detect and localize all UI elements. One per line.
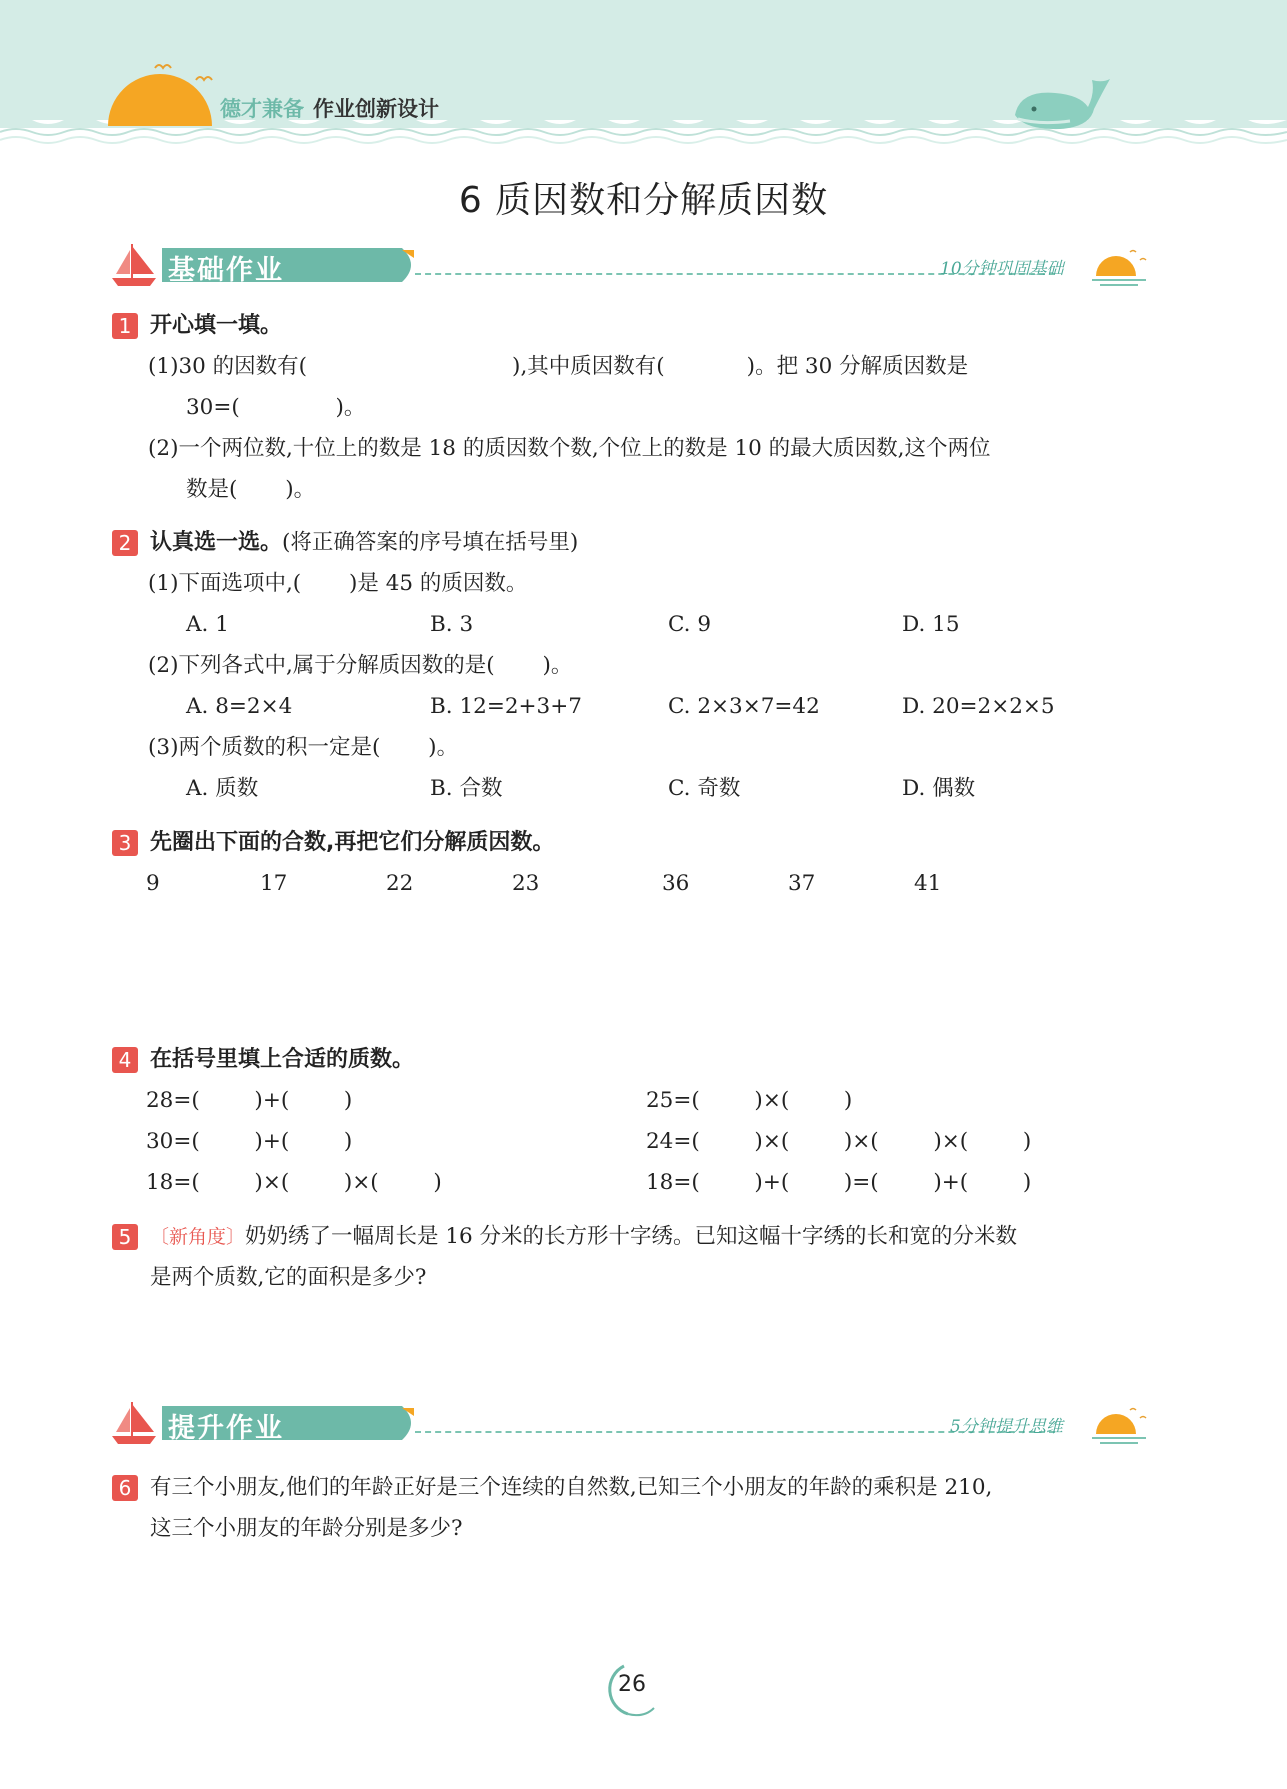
- page-number: 26: [618, 1672, 646, 1697]
- number-item: 17: [260, 871, 288, 896]
- option: D. 20=2×2×5: [902, 694, 1055, 719]
- section-banner-basic: [110, 240, 1150, 300]
- number-item: 23: [512, 871, 540, 896]
- question-heading: 在括号里填上合适的质数。: [150, 1047, 415, 1072]
- question-heading-text: 认真选一选。: [150, 530, 283, 555]
- question-text: 有三个小朋友,他们的年龄正好是三个连续的自然数,已知三个小朋友的年龄的乘积是 210,: [150, 1475, 993, 1500]
- question-text: [150, 1222, 1017, 1252]
- question-text: (2)一个两位数,十位上的数是 18 的质因数个数,个位上的数是 10 的最大质因数,这个两位: [148, 436, 991, 461]
- equation: 24=( )×( )×( )×( ): [646, 1129, 1032, 1154]
- number-item: 41: [914, 871, 942, 896]
- sub-question: (3)两个质数的积一定是( )。: [148, 735, 459, 760]
- section-label: 基础作业: [168, 255, 284, 286]
- brand-name: 德才兼备: [220, 97, 304, 121]
- question-text: (1)30 的因数有( ),其中质因数有( )。把 30 分解质因数是: [148, 354, 969, 379]
- sub-question: (1)下面选项中,( )是 45 的质因数。: [148, 571, 528, 596]
- option: A. 质数: [186, 776, 259, 801]
- question-number: 4: [112, 1047, 138, 1073]
- option: C. 2×3×7=42: [668, 694, 820, 719]
- page-header: [0, 0, 1287, 155]
- option: C. 奇数: [668, 776, 741, 801]
- question-text: 这三个小朋友的年龄分别是多少?: [150, 1516, 463, 1541]
- question-number: 2: [112, 530, 138, 556]
- question-heading-note: (将正确答案的序号填在括号里): [282, 530, 579, 555]
- equation: 18=( )+( )=( )+( ): [646, 1170, 1032, 1195]
- question-heading: 开心填一填。: [150, 313, 283, 338]
- section-note: 10分钟巩固基础: [940, 259, 1064, 279]
- question-number: 5: [112, 1224, 138, 1250]
- equation: 25=( )×( ): [646, 1088, 853, 1113]
- question-text: 30=( )。: [186, 395, 366, 420]
- question-text: 数是( )。: [186, 477, 316, 502]
- section-label: 提升作业: [168, 1413, 284, 1444]
- question-heading: [150, 528, 578, 558]
- small-sun-icon: [1090, 248, 1150, 288]
- sub-question: (2)下列各式中,属于分解质因数的是( )。: [148, 653, 573, 678]
- question-text-body: 奶奶绣了一幅周长是 16 分米的长方形十字绣。已知这幅十字绣的长和宽的分米数: [245, 1224, 1018, 1249]
- section-note: 5分钟提升思维: [950, 1417, 1063, 1437]
- number-item: 36: [662, 871, 690, 896]
- number-item: 37: [788, 871, 816, 896]
- equation: 18=( )×( )×( ): [146, 1170, 442, 1195]
- option: B. 3: [430, 612, 474, 637]
- birds-icon: [150, 58, 220, 88]
- page-title: 6 质因数和分解质因数: [458, 180, 829, 221]
- question-number: 1: [112, 313, 138, 339]
- question-number: 6: [112, 1475, 138, 1501]
- new-angle-tag: 〔新角度〕: [150, 1226, 246, 1248]
- option: B. 合数: [430, 776, 503, 801]
- option: C. 9: [668, 612, 712, 637]
- number-item: 9: [146, 871, 160, 896]
- option: D. 偶数: [902, 776, 976, 801]
- number-item: 22: [386, 871, 414, 896]
- option: B. 12=2+3+7: [430, 694, 582, 719]
- sailboat-icon: [110, 1398, 160, 1448]
- question-text: 是两个质数,它的面积是多少?: [150, 1265, 427, 1290]
- section-banner-advanced: [110, 1398, 1150, 1458]
- option: A. 1: [186, 612, 229, 637]
- series-title: 作业创新设计: [313, 97, 439, 121]
- sailboat-icon: [110, 240, 160, 290]
- option: A. 8=2×4: [186, 694, 293, 719]
- small-sun-icon: [1090, 1406, 1150, 1446]
- equation: 28=( )+( ): [146, 1088, 353, 1113]
- question-number: 3: [112, 830, 138, 856]
- option: D. 15: [902, 612, 960, 637]
- equation: 30=( )+( ): [146, 1129, 353, 1154]
- whale-icon: [1010, 75, 1115, 135]
- question-heading: 先圈出下面的合数,再把它们分解质因数。: [150, 830, 555, 855]
